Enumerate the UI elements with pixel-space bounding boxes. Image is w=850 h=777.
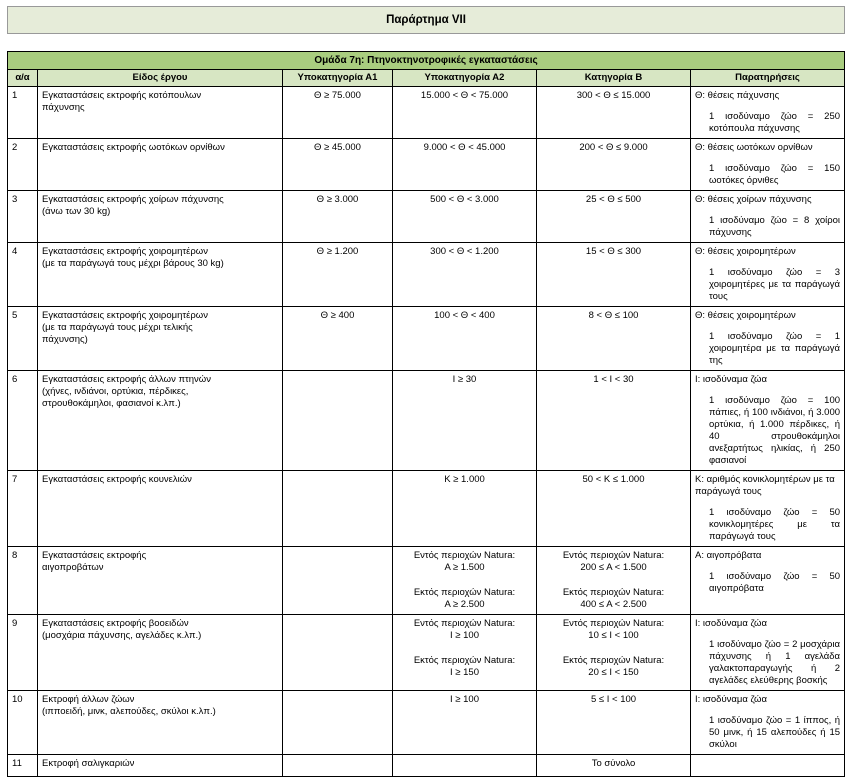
annex-table xyxy=(7,51,845,777)
remark-spacer xyxy=(695,206,840,215)
project-type-line: Εγκαταστάσεις εκτροφής χοιρομητέρων xyxy=(42,246,208,257)
remark-definition: Θ: θέσεις πάχυνσης xyxy=(695,90,780,101)
remark-definition: Θ: θέσεις ωοτόκων ορνίθων xyxy=(695,142,813,153)
threshold-value: 8 < Θ ≤ 100 xyxy=(588,310,639,321)
natura-block xyxy=(397,587,532,611)
remark-spacer xyxy=(695,706,840,715)
threshold-value: Θ ≥ 1.200 xyxy=(316,246,359,257)
threshold-value: 400 ≤ A < 2.500 xyxy=(580,599,647,610)
remark-equivalent: 1 ισοδύναμο ζώο = 150 ωοτόκες όρνιθες xyxy=(709,163,841,186)
remark-equivalent: 1 ισοδύναμο ζώο = 50 κονικλομητέρες με τα παράγωγά τους xyxy=(709,507,841,542)
row-number: 11 xyxy=(8,755,38,777)
remark-definition: Θ: θέσεις χοιρομητέρων xyxy=(695,246,796,257)
natura-label: Εντός περιοχών Natura: xyxy=(562,550,665,561)
natura-label: Εντός περιοχών Natura: xyxy=(562,618,665,629)
threshold-value: I ≥ 30 xyxy=(452,374,477,385)
natura-label: Εντός περιοχών Natura: xyxy=(413,618,516,629)
category-a1 xyxy=(283,755,393,777)
row-number: 8 xyxy=(8,547,38,615)
column-header-row xyxy=(8,70,845,87)
table-row xyxy=(8,87,845,139)
remarks xyxy=(691,547,845,615)
remark-definition: I: ισοδύναμα ζώα xyxy=(695,374,767,385)
table-row xyxy=(8,471,845,547)
remarks xyxy=(691,691,845,755)
project-type xyxy=(38,307,283,371)
project-type-line: (ιπποειδή, μινκ, αλεπούδες, σκύλοι κ.λπ.) xyxy=(42,706,216,717)
table-row xyxy=(8,755,845,777)
project-type xyxy=(38,755,283,777)
col-header-b: Κατηγορία Β xyxy=(537,70,691,87)
table-row xyxy=(8,243,845,307)
project-type-line: Εγκαταστάσεις εκτροφής ωοτόκων ορνίθων xyxy=(42,142,225,153)
category-a2 xyxy=(393,615,537,691)
project-type-line: Εγκαταστάσεις εκτροφής άλλων πτηνών xyxy=(42,374,211,385)
threshold-value: 9.000 < Θ < 45.000 xyxy=(423,142,506,153)
natura-label: Εντός περιοχών Natura: xyxy=(413,550,516,561)
natura-label: Εκτός περιοχών Natura: xyxy=(413,655,516,666)
remark-equivalent: 1 ισοδύναμο ζώο = 50 αιγοπρόβατα xyxy=(709,571,841,594)
col-header-type: Είδος έργου xyxy=(38,70,283,87)
group-title: Ομάδα 7η: Πτηνοκτηνοτροφικές εγκαταστάσεις xyxy=(8,52,845,70)
remark-equivalent: 1 ισοδύναμο ζώο = 3 χοιρομητέρες με τα παράγωγά τους xyxy=(709,267,841,302)
natura-label: Εκτός περιοχών Natura: xyxy=(562,655,665,666)
threshold-value: Θ ≥ 400 xyxy=(320,310,355,321)
threshold-value: 25 < Θ ≤ 500 xyxy=(585,194,642,205)
remarks xyxy=(691,371,845,471)
project-type-line: (χήνες, ινδιάνοι, ορτύκια, πέρδικες, xyxy=(42,386,189,397)
project-type xyxy=(38,139,283,191)
natura-block xyxy=(397,550,532,574)
remark-definition: Θ: θέσεις χοιρομητέρων xyxy=(695,310,796,321)
threshold-value: A ≥ 2.500 xyxy=(444,599,485,610)
project-type-line: Εγκαταστάσεις εκτροφής xyxy=(42,550,147,561)
category-a1 xyxy=(283,471,393,547)
threshold-value: I ≥ 150 xyxy=(450,667,479,678)
remark-equivalent: 1 ισοδύναμο ζώο = 100 πάπιες, ή 100 ινδιάνοι, ή 3.000 ορτύκια, ή 1.000 πέρδικες, ή 40 στρουθοκάμηλοι ανεξαρτήτως ηλικίας, ή 250 φασιανοί xyxy=(709,395,841,466)
category-b xyxy=(537,243,691,307)
remarks xyxy=(691,615,845,691)
project-type-line: αιγοπροβάτων xyxy=(42,562,104,573)
project-type xyxy=(38,471,283,547)
category-a1 xyxy=(283,615,393,691)
threshold-value: 10 ≤ I < 100 xyxy=(588,630,639,641)
row-number: 2 xyxy=(8,139,38,191)
remark-definition: A: αιγοπρόβατα xyxy=(695,550,762,561)
remark-equivalent: 1 ισοδύναμο ζώο = 1 χοιρομητέρα με τα παράγωγά της xyxy=(709,331,841,366)
remarks xyxy=(691,471,845,547)
remark-definition: I: ισοδύναμα ζώα xyxy=(695,694,767,705)
project-type-line: Εγκαταστάσεις εκτροφής κουνελιών xyxy=(42,474,192,485)
category-a2 xyxy=(393,755,537,777)
category-a1 xyxy=(283,87,393,139)
table-row xyxy=(8,191,845,243)
category-a1 xyxy=(283,371,393,471)
remarks xyxy=(691,87,845,139)
category-a2 xyxy=(393,87,537,139)
table-row xyxy=(8,307,845,371)
category-a2 xyxy=(393,547,537,615)
threshold-value: 200 ≤ A < 1.500 xyxy=(580,562,647,573)
remark-spacer xyxy=(695,498,840,507)
project-type-line: Εγκαταστάσεις εκτροφής κοτόπουλων xyxy=(42,90,202,101)
row-number: 4 xyxy=(8,243,38,307)
threshold-value: 300 < Θ < 1.200 xyxy=(430,246,499,257)
category-a1 xyxy=(283,691,393,755)
category-a2 xyxy=(393,243,537,307)
category-a2 xyxy=(393,139,537,191)
table-row xyxy=(8,691,845,755)
project-type xyxy=(38,615,283,691)
remark-spacer xyxy=(695,562,840,571)
natura-block xyxy=(541,550,686,574)
threshold-value: 100 < Θ < 400 xyxy=(434,310,495,321)
row-number: 6 xyxy=(8,371,38,471)
category-a1 xyxy=(283,139,393,191)
natura-block xyxy=(397,618,532,642)
col-header-a2: Υποκατηγορία Α2 xyxy=(393,70,537,87)
category-b xyxy=(537,615,691,691)
category-a1 xyxy=(283,243,393,307)
remark-spacer xyxy=(695,154,840,163)
threshold-value: Το σύνολο xyxy=(591,758,636,769)
project-type xyxy=(38,547,283,615)
project-type-line: Εκτροφή σαλιγκαριών xyxy=(42,758,135,769)
col-header-num: α/α xyxy=(8,70,38,87)
threshold-value: I ≥ 100 xyxy=(450,694,479,705)
natura-label: Εκτός περιοχών Natura: xyxy=(562,587,665,598)
remarks xyxy=(691,243,845,307)
row-number: 9 xyxy=(8,615,38,691)
threshold-value: A ≥ 1.500 xyxy=(444,562,485,573)
project-type-line: στρουθοκάμηλοι, φασιανοί κ.λπ.) xyxy=(42,398,181,409)
threshold-value: 200 < Θ ≤ 9.000 xyxy=(579,142,648,153)
project-type-line: Εγκαταστάσεις εκτροφής βοοειδών xyxy=(42,618,189,629)
remark-equivalent: 1 ισοδύναμο ζώο = 8 χοίροι πάχυνσης xyxy=(709,215,841,238)
category-b xyxy=(537,547,691,615)
natura-block xyxy=(397,655,532,679)
project-type xyxy=(38,87,283,139)
category-b xyxy=(537,371,691,471)
remark-spacer xyxy=(695,102,840,111)
table-row xyxy=(8,371,845,471)
category-b xyxy=(537,87,691,139)
category-a2 xyxy=(393,371,537,471)
category-a1 xyxy=(283,307,393,371)
threshold-value: 500 < Θ < 3.000 xyxy=(430,194,499,205)
category-a2 xyxy=(393,691,537,755)
threshold-value: 20 ≤ I < 150 xyxy=(588,667,639,678)
threshold-value: Κ ≥ 1.000 xyxy=(444,474,485,485)
threshold-value: 300 < Θ ≤ 15.000 xyxy=(576,90,651,101)
row-number: 7 xyxy=(8,471,38,547)
project-type-line: (άνω των 30 kg) xyxy=(42,206,111,217)
threshold-value: 15.000 < Θ < 75.000 xyxy=(420,90,509,101)
category-b xyxy=(537,755,691,777)
project-type-line: Εγκαταστάσεις εκτροφής χοιρομητέρων xyxy=(42,310,208,321)
table-row xyxy=(8,547,845,615)
project-type-line: πάχυνσης) xyxy=(42,334,88,345)
remark-equivalent: 1 ισοδύναμο ζώο = 1 ίππος, ή 50 μινκ, ή 15 αλεπούδες ή 15 σκύλοι xyxy=(709,715,841,750)
project-type-line: Εκτροφή άλλων ζώων xyxy=(42,694,135,705)
threshold-value: 50 < Κ ≤ 1.000 xyxy=(582,474,645,485)
threshold-value: Θ ≥ 75.000 xyxy=(314,90,361,101)
project-type-line: πάχυνσης xyxy=(42,102,85,113)
table-row xyxy=(8,139,845,191)
remark-equivalent: 1 ισοδύναμο ζώο = 2 μοσχάρια πάχυνσης ή 1 αγελάδα γαλακτοπαραγωγής ή 2 αγελάδες ελεύθερης βοσκής xyxy=(709,639,841,686)
threshold-value: 15 < Θ ≤ 300 xyxy=(585,246,642,257)
remark-spacer xyxy=(695,386,840,395)
project-type-line: (μοσχάρια πάχυνσης, αγελάδες κ.λπ.) xyxy=(42,630,202,641)
natura-label: Εκτός περιοχών Natura: xyxy=(413,587,516,598)
natura-block xyxy=(541,655,686,679)
threshold-value: 1 < I < 30 xyxy=(593,374,634,385)
project-type xyxy=(38,371,283,471)
project-type-line: (με τα παράγωγά τους μέχρι βάρους 30 kg) xyxy=(42,258,224,269)
category-a2 xyxy=(393,471,537,547)
project-type-line: (με τα παράγωγά τους μέχρι τελικής xyxy=(42,322,193,333)
remark-definition: Θ: θέσεις χοίρων πάχυνσης xyxy=(695,194,812,205)
natura-block xyxy=(541,587,686,611)
category-a1 xyxy=(283,547,393,615)
remarks xyxy=(691,307,845,371)
remarks xyxy=(691,139,845,191)
threshold-value: Θ ≥ 45.000 xyxy=(314,142,361,153)
remarks xyxy=(691,755,845,777)
row-number: 1 xyxy=(8,87,38,139)
remark-equivalent: 1 ισοδύναμο ζώο = 250 κοτόπουλα πάχυνσης xyxy=(709,111,841,134)
row-number: 3 xyxy=(8,191,38,243)
category-a2 xyxy=(393,191,537,243)
threshold-value: 5 ≤ I < 100 xyxy=(590,694,637,705)
group-title-row xyxy=(8,52,845,70)
remark-definition: Κ: αριθμός κονικλομητέρων με τα παράγωγά τους xyxy=(695,474,835,497)
natura-block xyxy=(541,618,686,642)
table-row xyxy=(8,615,845,691)
category-b xyxy=(537,307,691,371)
col-header-a1: Υποκατηγορία Α1 xyxy=(283,70,393,87)
remarks xyxy=(691,191,845,243)
project-type-line: Εγκαταστάσεις εκτροφής χοίρων πάχυνσης xyxy=(42,194,224,205)
category-b xyxy=(537,139,691,191)
remark-spacer xyxy=(695,630,840,639)
row-number: 10 xyxy=(8,691,38,755)
threshold-value: Θ ≥ 3.000 xyxy=(316,194,359,205)
category-b xyxy=(537,191,691,243)
threshold-value: I ≥ 100 xyxy=(450,630,479,641)
category-a2 xyxy=(393,307,537,371)
category-b xyxy=(537,691,691,755)
table-body xyxy=(8,87,845,777)
project-type xyxy=(38,243,283,307)
category-b xyxy=(537,471,691,547)
remark-spacer xyxy=(695,322,840,331)
project-type xyxy=(38,691,283,755)
category-a1 xyxy=(283,191,393,243)
remark-definition: I: ισοδύναμα ζώα xyxy=(695,618,767,629)
remark-spacer xyxy=(695,258,840,267)
row-number: 5 xyxy=(8,307,38,371)
page-title: Παράρτημα VII xyxy=(7,6,845,34)
col-header-remarks: Παρατηρήσεις xyxy=(691,70,845,87)
project-type xyxy=(38,191,283,243)
